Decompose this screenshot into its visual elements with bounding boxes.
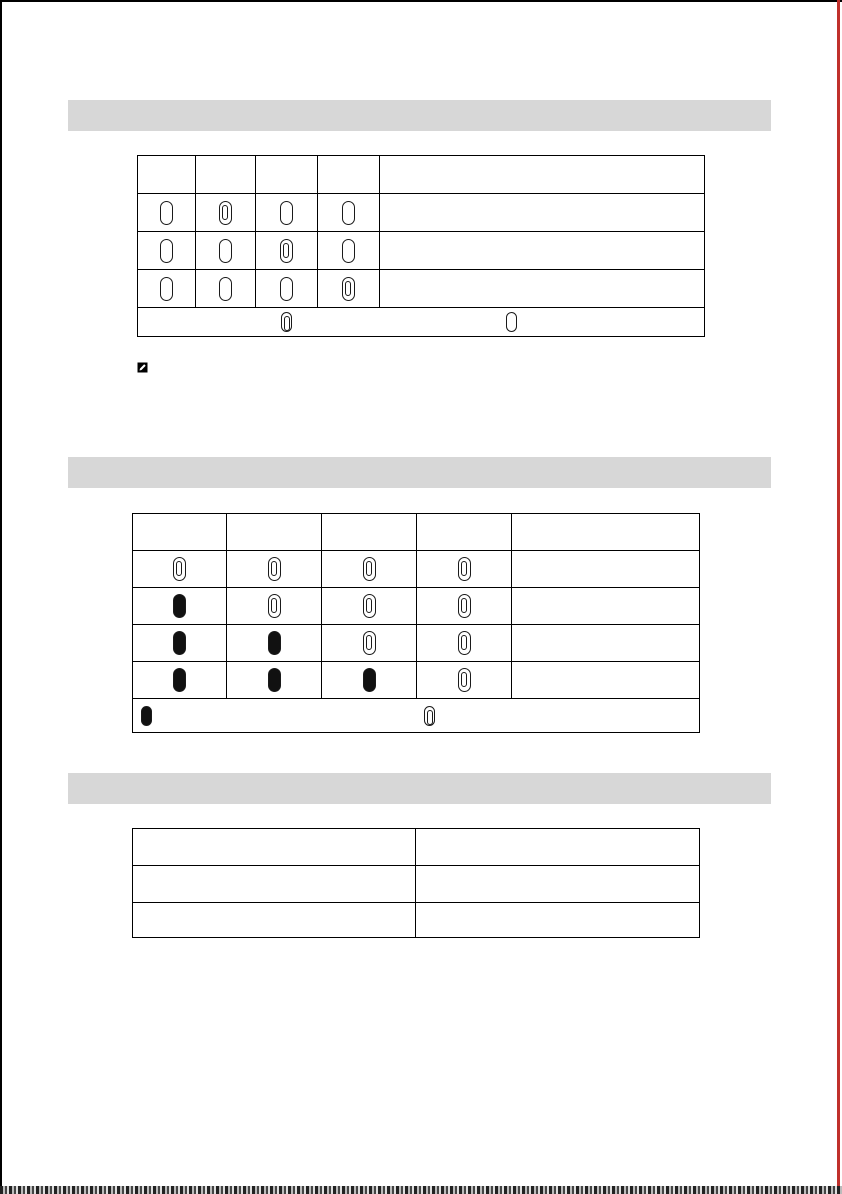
header-cell [256, 156, 318, 194]
table-row [133, 903, 700, 938]
legend-row [138, 308, 705, 337]
led-off-icon [219, 239, 232, 263]
table-row [133, 866, 700, 903]
led-off-icon [160, 201, 173, 225]
table-header-row [138, 156, 705, 194]
page-border-top [0, 0, 842, 2]
table-cell [416, 866, 700, 903]
led-blink-icon [219, 201, 232, 225]
led-on-icon [173, 631, 186, 655]
row-description [380, 270, 705, 308]
row-description [512, 625, 700, 662]
led-blink-icon [424, 706, 435, 726]
section-2-header [68, 457, 771, 488]
header-cell [512, 514, 700, 551]
legend [133, 706, 699, 726]
led-blink-icon [458, 594, 471, 618]
table-cell [133, 829, 416, 866]
header-cell [227, 514, 322, 551]
led-on-icon [173, 594, 186, 618]
led-off-icon [342, 239, 355, 263]
table-row [133, 829, 700, 866]
table-cell [133, 866, 416, 903]
table-row [133, 625, 700, 662]
led-on-icon [268, 668, 281, 692]
header-cell [380, 156, 705, 194]
led-blink-icon [268, 557, 281, 581]
legend [138, 312, 704, 332]
led-blink-icon [363, 594, 376, 618]
row-description [380, 194, 705, 232]
led-blink-icon [281, 312, 292, 332]
led-blink-icon [363, 557, 376, 581]
row-description [512, 588, 700, 625]
led-status-table-1 [137, 155, 705, 337]
table-row [133, 588, 700, 625]
pen-icon [137, 362, 148, 373]
header-cell [318, 156, 380, 194]
header-cell [133, 514, 227, 551]
section-1-header [68, 100, 771, 131]
led-blink-icon [280, 239, 293, 263]
led-off-icon [160, 277, 173, 301]
led-blink-icon [268, 594, 281, 618]
page-border-bottom [0, 1186, 842, 1194]
table-row [138, 194, 705, 232]
led-blink-icon [458, 557, 471, 581]
led-status-table-2 [132, 513, 700, 733]
row-description [512, 662, 700, 699]
table-row [138, 232, 705, 270]
table-row [138, 270, 705, 308]
led-blink-icon [342, 277, 355, 301]
led-on-icon [141, 706, 152, 726]
table-row [133, 662, 700, 699]
led-on-icon [173, 668, 186, 692]
led-off-icon [506, 312, 517, 332]
table-row [133, 551, 700, 588]
header-cell [417, 514, 512, 551]
led-blink-icon [363, 631, 376, 655]
led-on-icon [268, 631, 281, 655]
row-description [380, 232, 705, 270]
led-off-icon [280, 277, 293, 301]
header-cell [322, 514, 417, 551]
led-off-icon [280, 201, 293, 225]
led-on-icon [363, 668, 376, 692]
table-cell [133, 903, 416, 938]
led-off-icon [219, 277, 232, 301]
page-border-right [837, 0, 840, 1194]
row-description [512, 551, 700, 588]
led-blink-icon [173, 557, 186, 581]
led-off-icon [160, 239, 173, 263]
led-blink-icon [458, 631, 471, 655]
led-off-icon [342, 201, 355, 225]
table-cell [416, 829, 700, 866]
page-border-left [0, 0, 2, 1194]
header-cell [196, 156, 256, 194]
table-header-row [133, 514, 700, 551]
led-blink-icon [458, 668, 471, 692]
info-table-3 [132, 828, 700, 938]
legend-row [133, 699, 700, 733]
header-cell [138, 156, 196, 194]
table-cell [416, 903, 700, 938]
section-3-header [68, 773, 771, 804]
